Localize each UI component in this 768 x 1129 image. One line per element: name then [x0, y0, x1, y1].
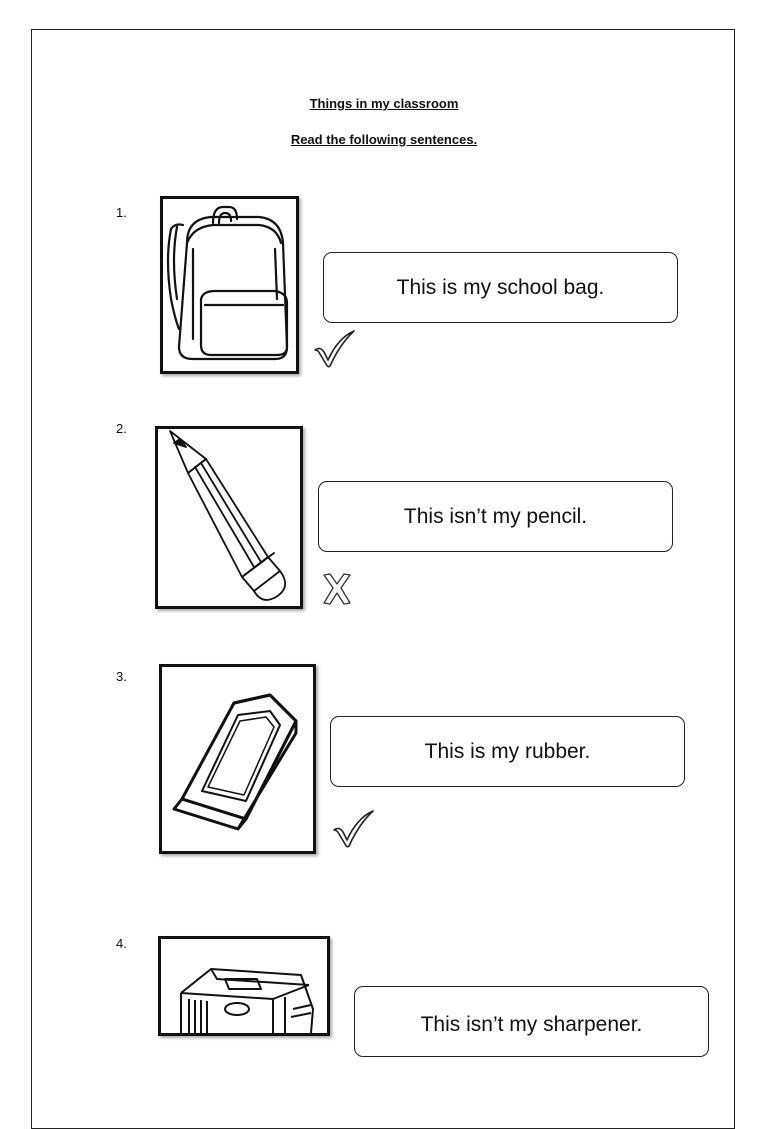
cross-mark-icon: [321, 572, 353, 606]
picture-frame: [158, 936, 330, 1036]
item-number: 1.: [116, 205, 127, 220]
pencil-icon: [158, 429, 300, 606]
item-number: 3.: [116, 669, 127, 684]
picture-frame: [159, 664, 316, 854]
worksheet-page: [31, 29, 735, 1129]
sentence-box: This isn’t my sharpener.: [354, 986, 709, 1057]
item-number: 4.: [116, 936, 127, 951]
picture-frame: [155, 426, 303, 609]
sentence-box: This is my rubber.: [330, 716, 685, 787]
picture-frame: [160, 196, 299, 374]
sentence-box: This is my school bag.: [323, 252, 678, 323]
tick-mark-icon: [312, 328, 356, 368]
sharpener-icon: [161, 939, 327, 1033]
tick-mark-icon: [330, 808, 376, 848]
worksheet-title: Things in my classroom: [309, 96, 459, 111]
sentence-box: This isn’t my pencil.: [318, 481, 673, 552]
school-bag-icon: [163, 199, 296, 371]
item-number: 2.: [116, 421, 127, 436]
rubber-icon: [162, 667, 313, 851]
worksheet-instruction: Read the following sentences.: [290, 132, 478, 147]
